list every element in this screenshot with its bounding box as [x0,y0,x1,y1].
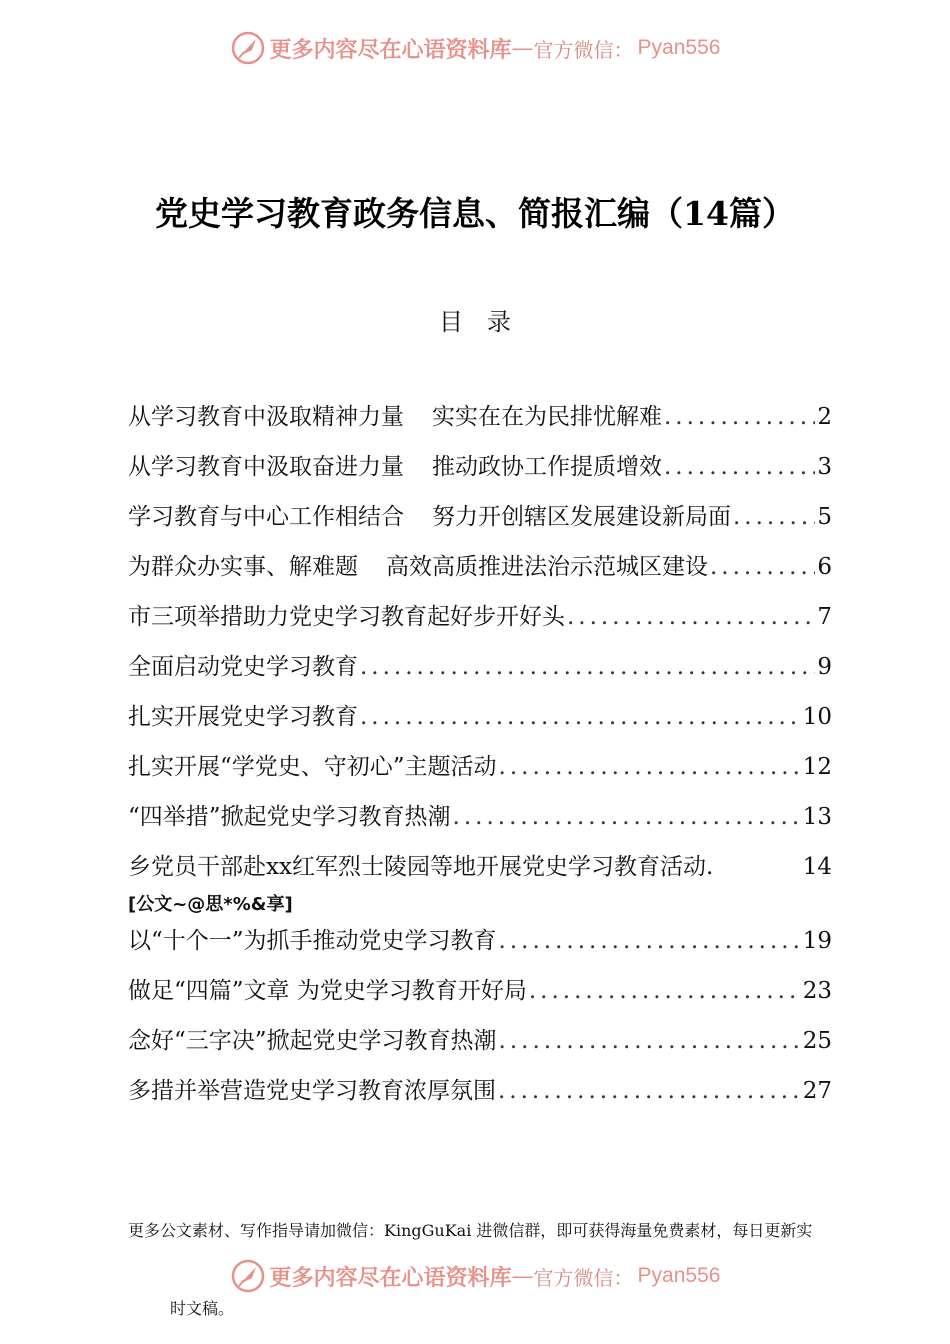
document-title: 党史学习教育政务信息、简报汇编（14篇） [155,194,795,233]
toc-entry-title: 多措并举营造党史学习教育浓厚氛围 [128,1078,496,1104]
quill-logo-icon [230,1258,266,1294]
toc-leader [664,404,815,430]
toc-leader [453,804,801,830]
toc-entry[interactable] [128,748,832,798]
watermark-dash: — [511,1263,534,1289]
toc-entry-title: 从学习教育中汲取精神力量 [128,404,404,430]
toc-entry[interactable] [128,548,832,598]
toc-page-number: 6 [817,554,832,580]
toc-page-number: 27 [802,1078,832,1104]
toc-entry-title: 乡党员干部赴xx红军烈士陵园等地开展党史学习教育活动. [128,854,714,880]
toc-leader [529,978,801,1004]
toc-page-number: 2 [817,404,832,430]
toc-entry-title: “四举措”掀起党史学习教育热潮 [128,804,451,830]
toc-page-number: 5 [817,504,832,530]
watermark-official: 官方微信： [533,37,634,62]
toc-entry-subtitle: 努力开创辖区发展建设新局面 [432,504,731,530]
toc-heading: 目录 [439,308,535,336]
toc-entry[interactable] [128,398,832,448]
toc-leader [664,454,815,480]
footer-note-tail: 时文稿。 [170,1299,235,1318]
toc-entry-title: 扎实开展“学党史、守初心”主题活动 [128,754,497,780]
toc-entry-title: 扎实开展党史学习教育 [128,704,358,730]
toc-entry[interactable] [128,498,832,548]
watermark-official: 官方微信： [533,1265,634,1290]
toc-entry[interactable] [128,1072,832,1122]
toc-leader [499,754,801,780]
toc-entry-title: 全面启动党史学习教育 [128,654,358,680]
watermark-title: 更多内容尽在心语资料库 [269,1264,512,1291]
toc-leader [498,1078,801,1104]
toc-entry[interactable] [128,1022,832,1072]
toc-page-number: 7 [817,604,832,630]
toc-entry[interactable] [128,598,832,648]
watermark-dash: — [511,35,534,61]
watermark-title: 更多内容尽在心语资料库 [269,36,512,63]
toc-entry-title: 做足“四篇”文章 为党史学习教育开好局 [128,978,527,1004]
toc-entry-title: 学习教育与中心工作相结合 [128,504,404,530]
toc-page-number: 14 [802,854,832,880]
footer-watermark [0,1256,950,1296]
toc-leader [499,928,801,954]
toc-entry-title: 为群众办实事、解难题 [128,554,358,580]
toc-page-number: 13 [802,804,832,830]
toc-leader [360,704,801,730]
toc-page-number: 9 [817,654,832,680]
toc-entry[interactable] [128,648,832,698]
toc-entry[interactable] [128,698,832,748]
toc-entry-subtitle: 高效高质推进法治示范城区建设 [386,554,708,580]
toc-entry-title: 市三项举措助力党史学习教育起好步开好头 [128,604,565,630]
toc-leader [733,504,815,530]
toc-note: [公文~@思*%&享] [128,894,293,915]
watermark-id: Pyan556 [637,36,721,59]
toc-entry-title: 以“十个一”为抓手推动党史学习教育 [128,928,497,954]
toc-entry[interactable] [128,798,832,848]
toc-entry[interactable] [128,448,832,498]
toc-page-number: 19 [802,928,832,954]
toc-page-number: 12 [802,754,832,780]
toc-leader [710,554,815,580]
toc-leader [567,604,815,630]
table-of-contents [128,398,832,1122]
toc-page-number: 10 [802,704,832,730]
toc-entry[interactable] [128,972,832,1022]
toc-entry-title: 念好“三字决”掀起党史学习教育热潮 [128,1028,497,1054]
toc-leader [360,654,815,680]
toc-page-number: 25 [802,1028,832,1054]
watermark-id: Pyan556 [637,1264,721,1287]
toc-entry-subtitle: 推动政协工作提质增效 [432,454,662,480]
footer-note: 更多公文素材、写作指导请加微信：KingGuKai 进微信群，即可获得海量免费素材，每日更新实 [128,1221,813,1240]
toc-leader [499,1028,801,1054]
quill-logo-icon [230,30,266,66]
toc-entry[interactable] [128,922,832,972]
toc-page-number: 23 [802,978,832,1004]
toc-page-number: 3 [817,454,832,480]
toc-entry-subtitle: 实实在在为民排忧解难 [432,404,662,430]
header-watermark [0,28,950,68]
toc-entry-title: 从学习教育中汲取奋进力量 [128,454,404,480]
